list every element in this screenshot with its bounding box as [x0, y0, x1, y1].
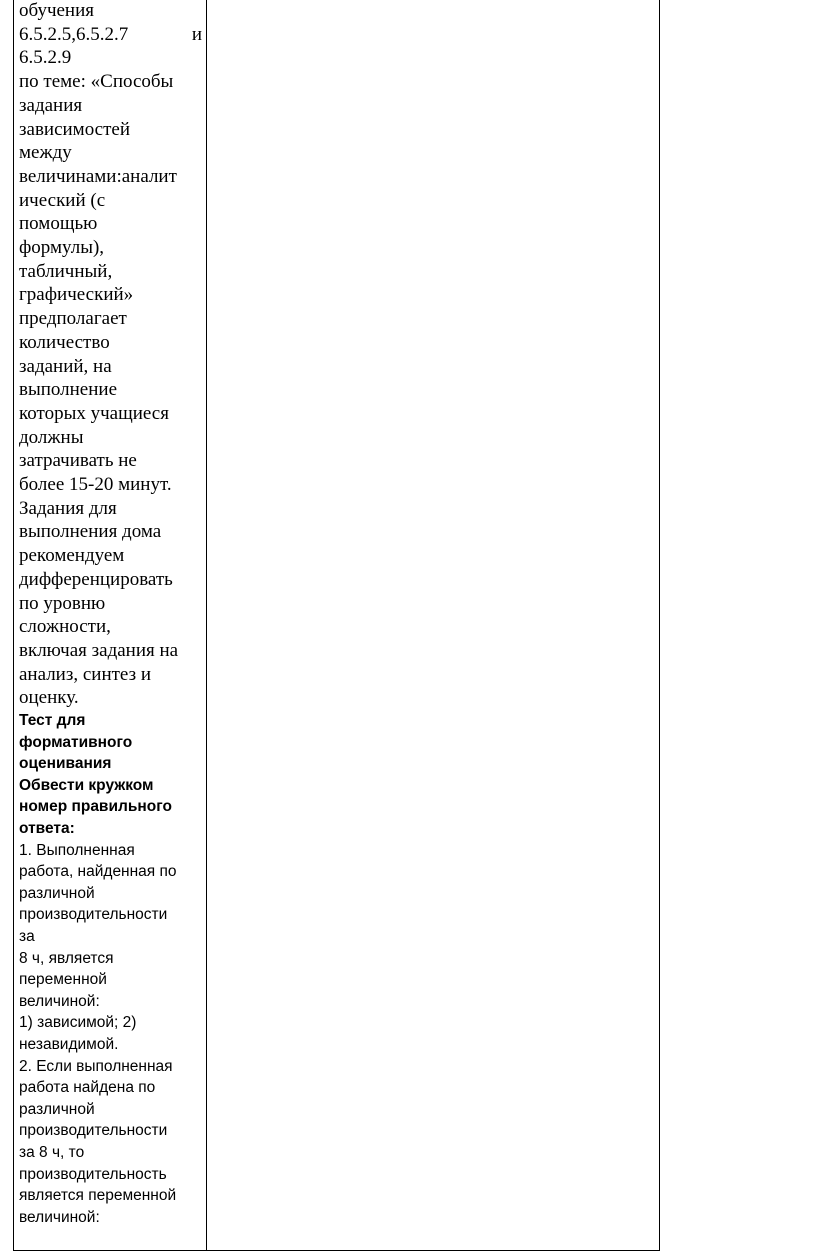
intro-line: помощью	[19, 213, 98, 235]
test-questions	[19, 840, 202, 1229]
intro-line: между	[19, 142, 72, 164]
intro-line-right: и	[191, 23, 202, 45]
question-line: производительности	[19, 906, 168, 924]
intro-line: Задания для	[19, 497, 117, 519]
intro-line: рекомендуем	[19, 545, 125, 567]
table-row	[14, 0, 660, 1251]
right-cell	[207, 0, 660, 1251]
intro-line: должны	[19, 426, 84, 448]
intro-line-left: 6.5.2.5,6.5.2.7	[19, 23, 129, 45]
intro-text	[19, 0, 202, 710]
intro-line: по теме: «Способы	[19, 71, 174, 93]
intro-line: 6.5.2.9	[19, 47, 72, 69]
intro-line: задания	[19, 94, 83, 116]
question-line: работа найдена по	[19, 1079, 156, 1097]
test-heading-line: ответа:	[19, 820, 75, 838]
intro-line: включая задания на	[19, 639, 179, 661]
question-line: за 8 ч, то	[19, 1143, 85, 1161]
intro-line: количество	[19, 331, 110, 353]
question-line: является переменной	[19, 1187, 177, 1205]
question-line: различной	[19, 884, 95, 902]
question-line: работа, найденная по	[19, 863, 177, 881]
question-line: различной	[19, 1100, 95, 1118]
test-heading-line: Обвести кружком	[19, 776, 154, 794]
intro-line: величинами:аналит	[19, 165, 177, 187]
intro-line: заданий, на	[19, 355, 112, 377]
question-line: производительность	[19, 1165, 167, 1183]
intro-line: сложности,	[19, 616, 111, 638]
question-line: переменной	[19, 971, 107, 989]
question-line: 2. Если выполненная	[19, 1057, 173, 1075]
question-line: за	[19, 928, 35, 946]
intro-line: выполнения дома	[19, 521, 162, 543]
question-line: производительности	[19, 1122, 168, 1140]
question-line: величиной:	[19, 992, 100, 1010]
intro-line: обучения	[19, 0, 95, 21]
test-heading-line: Тест для	[19, 712, 86, 730]
test-heading-line: номер правильного	[19, 798, 172, 816]
question-line: 8 ч, является	[19, 949, 114, 967]
left-cell-content	[14, 0, 206, 1228]
intro-line: графический»	[19, 284, 134, 306]
test-heading-line: формативного	[19, 733, 133, 751]
question-line: 1. Выполненная	[19, 841, 135, 859]
left-cell	[14, 0, 207, 1251]
question-line: величиной:	[19, 1208, 100, 1226]
intro-line: оценку.	[19, 687, 79, 709]
intro-line: формулы),	[19, 237, 105, 259]
intro-justified-line	[19, 23, 202, 47]
test-heading	[19, 710, 202, 840]
intro-line: табличный,	[19, 260, 113, 282]
test-heading-line: оценивания	[19, 755, 112, 773]
question-line: 1) зависимой; 2)	[19, 1014, 137, 1032]
question-line: незавидимой.	[19, 1036, 119, 1053]
intro-line: зависимостей	[19, 118, 131, 140]
intro-line: по уровню	[19, 592, 106, 614]
intro-line: предполагает	[19, 308, 127, 330]
intro-line: анализ, синтез и	[19, 663, 152, 685]
intro-line: которых учащиеся	[19, 402, 169, 424]
intro-line: выполнение	[19, 379, 118, 401]
intro-line: более 15-20 минут.	[19, 474, 172, 496]
lesson-plan-table	[13, 0, 660, 1251]
intro-line: дифференцировать	[19, 568, 173, 590]
intro-line: затрачивать не	[19, 450, 137, 472]
intro-line: ический (с	[19, 189, 106, 211]
